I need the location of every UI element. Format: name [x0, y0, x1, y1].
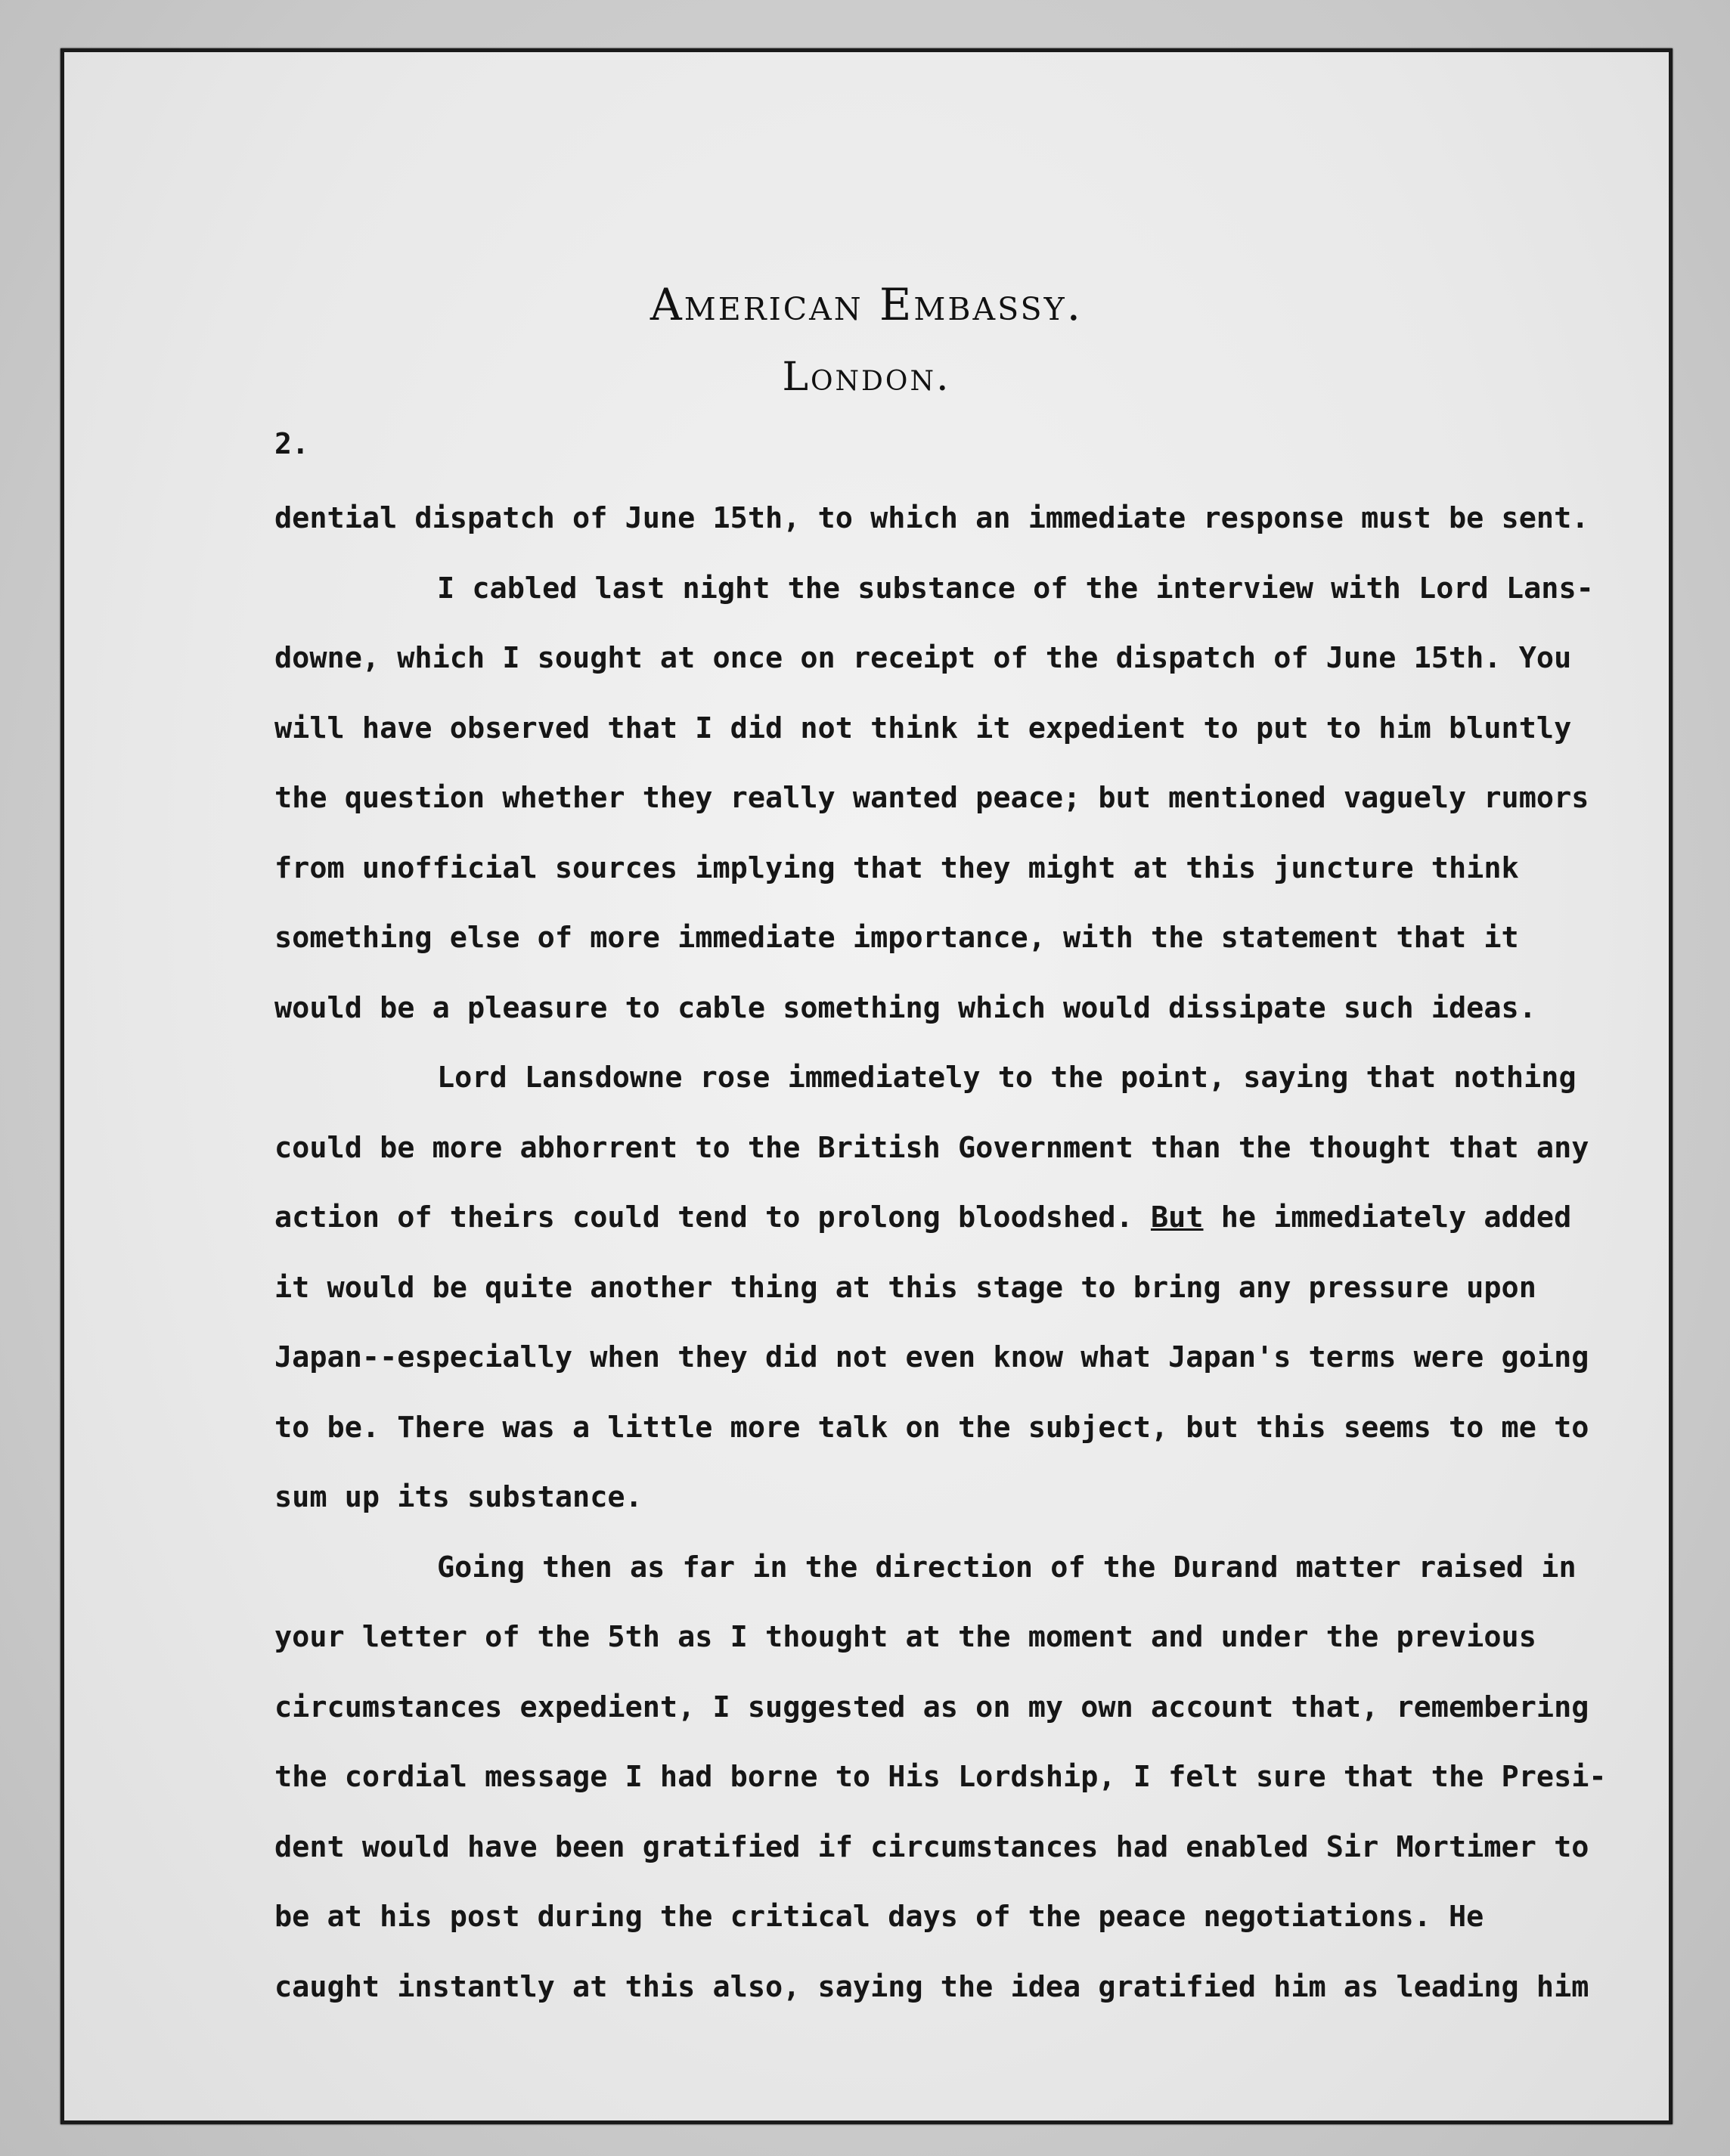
text-line: dential dispatch of June 15th, to which an immediate response must be sent.: [274, 501, 1589, 535]
text-line: Lord Lansdowne rose immediately to the point, saying that nothing: [437, 1061, 1577, 1095]
text-line: from unofficial sources implying that they might at this juncture think: [274, 850, 1519, 885]
text-line: something else of more immediate importance, with the statement that it: [274, 921, 1519, 955]
letter-body: [274, 484, 1607, 2022]
text-line: dent would have been gratified if circumstances had enabled Sir Mortimer to: [274, 1829, 1589, 1864]
text-line: your letter of the 5th as I thought at the moment and under the previous: [274, 1620, 1536, 1654]
text-line: I cabled last night the substance of the interview with Lord Lans-: [437, 571, 1594, 606]
text-line: [274, 1183, 1590, 1253]
letterhead-city: London.: [782, 355, 951, 400]
text-segment: he immediately added: [1220, 1200, 1572, 1234]
text-line: the question whether they really wanted peace; but mentioned vaguely rumors: [274, 781, 1589, 815]
text-line: to be. There was a little more talk on the subject, but this seems to me to: [274, 1410, 1589, 1445]
text-line: Japan--especially when they did not even know what Japan's terms were going: [274, 1340, 1589, 1374]
text-segment: action of theirs could tend to prolong bloodshed.: [274, 1200, 1133, 1234]
text-line: downe, which I sought at once on receipt of the dispatch of June 15th. You: [274, 641, 1572, 675]
underlined-word: But: [1150, 1200, 1204, 1234]
text-line: could be more abhorrent to the British Government than the thought that any: [274, 1130, 1589, 1165]
text-line: caught instantly at this also, saying the idea gratified him as leading him: [274, 1969, 1589, 2004]
text-line: be at his post during the critical days of the peace negotiations. He: [274, 1900, 1484, 1934]
text-line: circumstances expedient, I suggested as on my own account that, remembering: [274, 1690, 1589, 1724]
text-line: the cordial message I had borne to His Lordship, I felt sure that the Presi-: [274, 1760, 1607, 1794]
text-line: would be a pleasure to cable something which would dissipate such ideas.: [274, 990, 1536, 1025]
text-line: sum up its substance.: [274, 1480, 643, 1514]
text-line: it would be quite another thing at this stage to bring any pressure upon: [274, 1270, 1536, 1305]
page-number: 2.: [274, 427, 309, 460]
text-line: will have observed that I did not think it expedient to put to him bluntly: [274, 711, 1572, 745]
letterhead-embassy: American Embassy.: [650, 279, 1084, 330]
text-line: Going then as far in the direction of the Durand matter raised in: [437, 1550, 1577, 1584]
